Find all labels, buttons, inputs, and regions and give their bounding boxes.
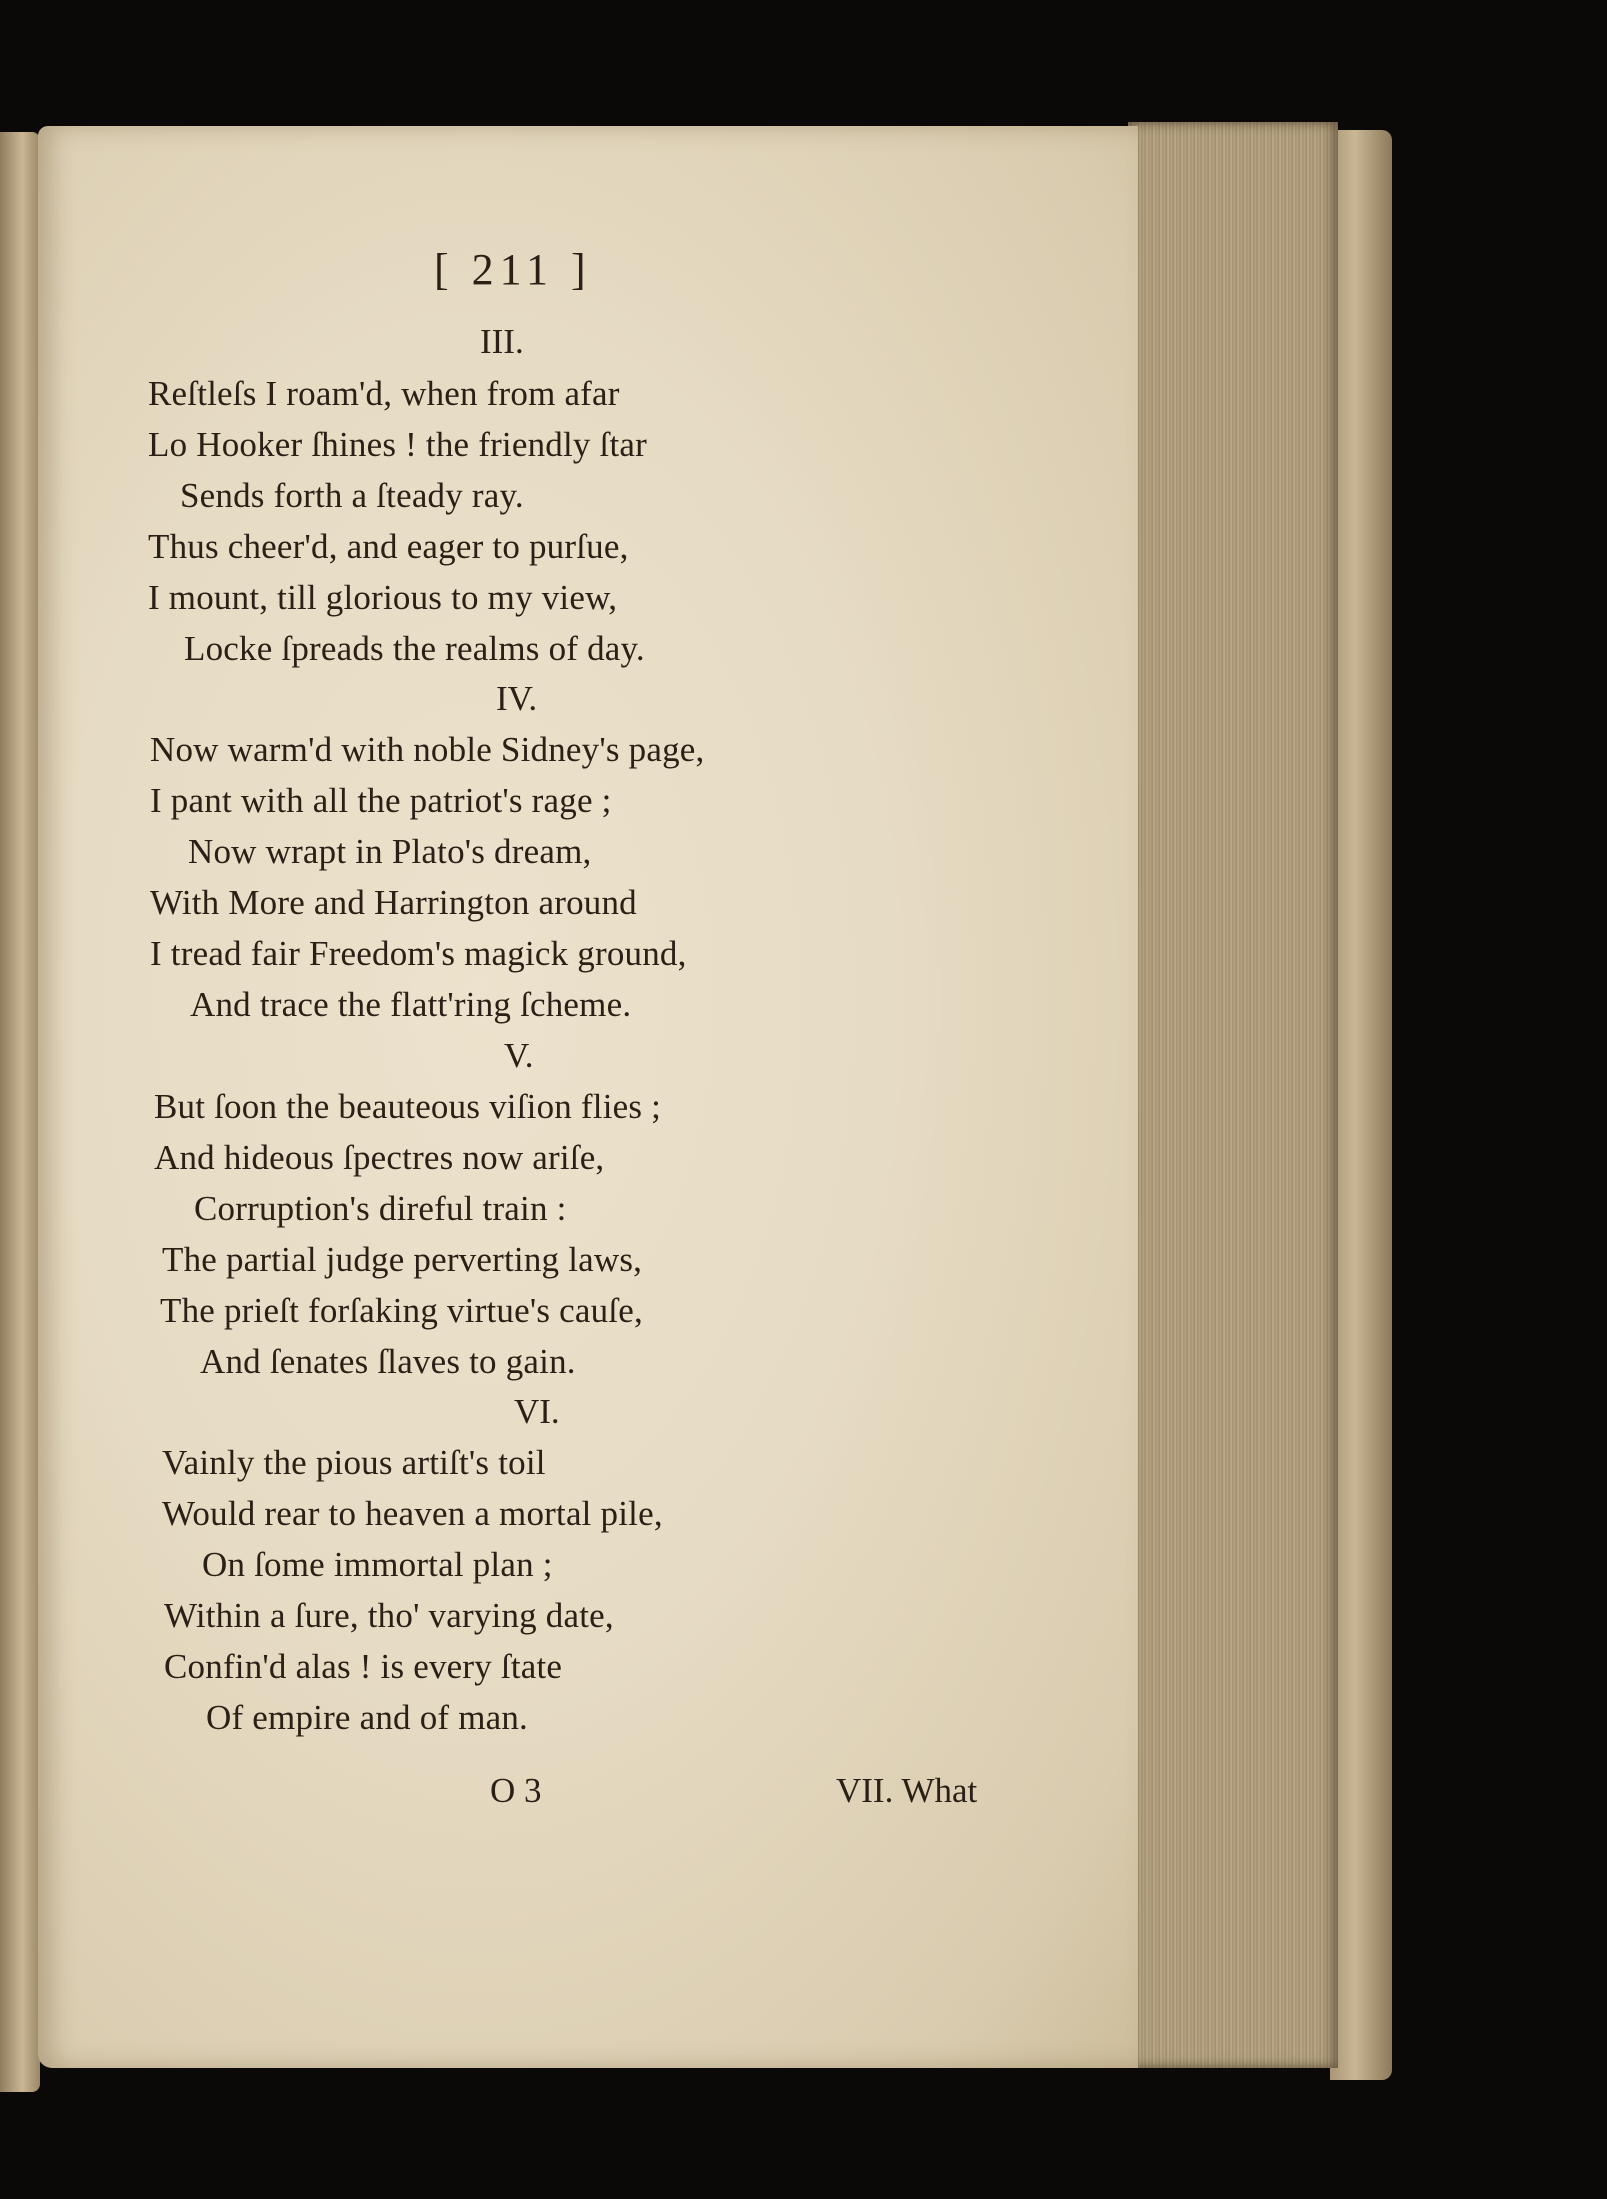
facing-page-edge [0,132,40,2092]
verse-line: And ſenates ſlaves to gain. [200,1342,576,1381]
page-text-block [38,126,1138,2068]
signature-mark: O 3 [490,1771,542,1810]
verse-line: Sends forth a ſteady ray. [180,476,524,515]
verse-line: On ſome immortal plan ; [202,1545,553,1584]
verse-line: But ſoon the beauteous viſion flies ; [154,1087,662,1126]
book-page [38,126,1138,2068]
verse-line: Now wrapt in Plato's dream, [188,832,592,871]
verse-line: The partial judge perverting laws, [162,1240,643,1279]
verse-line: Confin'd alas ! is every ſtate [164,1647,563,1686]
stanza-numeral: III. [480,322,524,361]
verse-line: Of empire and of man. [206,1698,529,1737]
verse-line: Would rear to heaven a mortal pile, [162,1494,663,1533]
verse-line: Reſtleſs I roam'd, when from afar [148,374,620,413]
page-fore-edge [1128,122,1338,2068]
verse-line: Within a ſure, tho' varying date, [164,1596,614,1635]
verse-line: Corruption's direful train : [194,1189,567,1228]
catchword: VII. What [836,1771,978,1810]
verse-line: Lo Hooker ſhines ! the friendly ſtar [148,425,647,464]
verse-line: I pant with all the patriot's rage ; [150,781,612,820]
verse-line: Locke ſpreads the realms of day. [184,629,645,668]
verse-line: Now warm'd with noble Sidney's page, [150,730,705,769]
stanza-numeral: VI. [514,1392,560,1431]
verse-line: Thus cheer'd, and eager to purſue, [148,527,629,566]
verse-line: Vainly the pious artiſt's toil [162,1443,546,1482]
verse-line: And hideous ſpectres now ariſe, [154,1138,605,1177]
verse-line: I tread fair Freedom's magick ground, [150,934,687,973]
stanza-numeral: IV. [496,679,538,718]
verse-line: With More and Harrington around [150,883,637,922]
page-number: [ 211 ] [434,245,592,294]
rear-cover-board [1330,130,1392,2080]
verse-line: And trace the flatt'ring ſcheme. [190,985,632,1024]
verse-line: The prieſt forſaking virtue's cauſe, [160,1291,643,1330]
verse-line: I mount, till glorious to my view, [148,578,618,617]
stanza-numeral: V. [504,1036,534,1075]
